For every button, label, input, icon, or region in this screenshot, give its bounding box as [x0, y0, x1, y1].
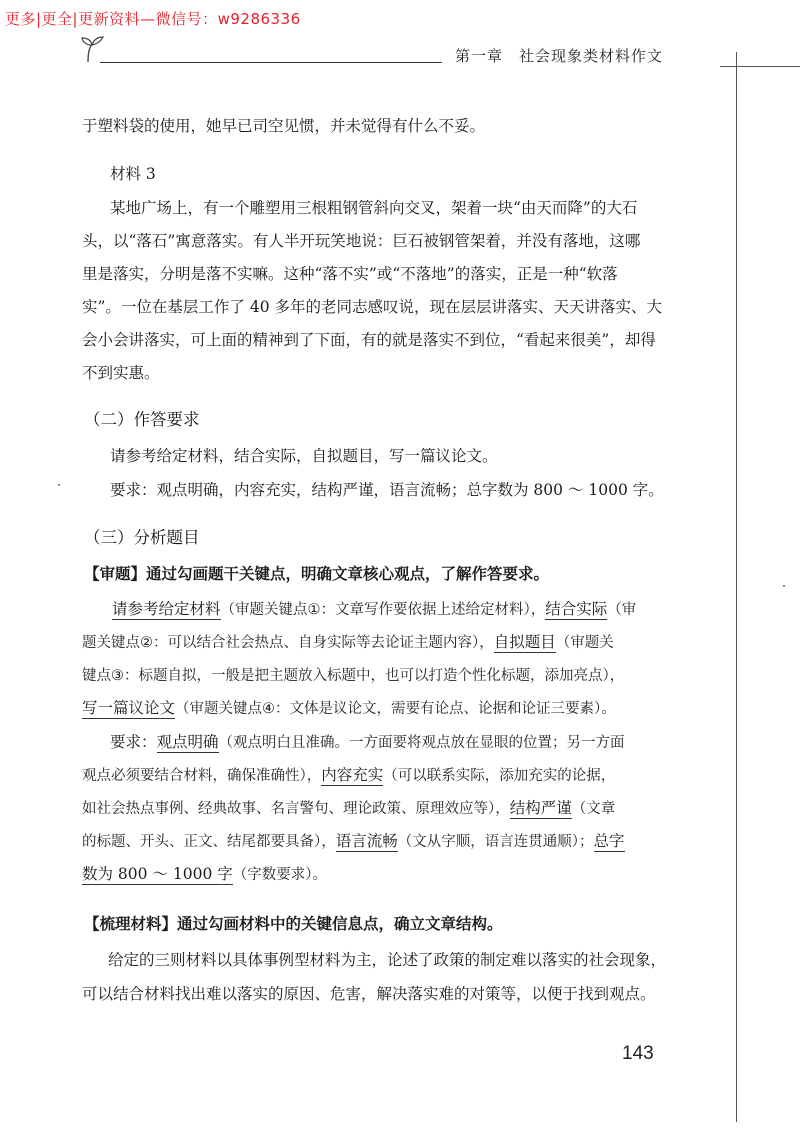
margin-rule [736, 52, 737, 1122]
handwritten-note: （文从字顺，语言连贯通顺）； [397, 834, 594, 850]
header-rule [100, 62, 442, 63]
material3-line: 里是落实，分明是落不实嘛。这种“落不实”或“不落地”的落实，正是一种“软落 [82, 265, 618, 283]
intro-paragraph: 于塑料袋的使用，她早已司空见惯，并未觉得有什么不妥。 [82, 117, 486, 135]
handwritten-note: 的标题、开头、正文、结尾都要具备）， [82, 834, 336, 850]
shenti-text: 通过勾画题干关键点，明确文章核心观点，了解作答要求。 [146, 565, 550, 583]
key-point: 总字 [593, 832, 625, 850]
key-point: 请参考给定材料 [112, 600, 221, 618]
material3-line: 某地广场上，有一个雕塑用三根粗钢管斜向交叉，架着一块“由天而降”的大石 [110, 199, 638, 217]
key-point: 结构严谨 [509, 799, 572, 817]
key-point: 自拟题目 [493, 633, 556, 651]
handwritten-note: （可以联系实际，添加充实的论据， [383, 768, 616, 784]
handwritten-note: 键点③：标题自拟，一般是把主题放入标题中，也可以打造个性化标题，添加亮点）， [82, 668, 625, 684]
watermark-text: 更多|更全|更新资料—微信号：w9286336 [5, 10, 301, 28]
key-point: 写一篇议论文 [82, 699, 176, 717]
annotation-line [82, 659, 624, 693]
chapter-title: 第一章 社会现象类材料作文 [455, 47, 664, 65]
key-point: 内容充实 [321, 766, 384, 784]
key-point: 观点明确 [156, 733, 219, 751]
material3-line: 会小会讲落实，可上面的精神到了下面，有的就是落实不到位，“看起来很美”，却得 [82, 331, 656, 349]
material3-line: 实”。一位在基层工作了 40 多年的老同志感叹说，现在层层讲落实、天天讲落实、大 [82, 298, 663, 316]
handwritten-note: （审题关键点④：文体是议论文，需要有论点、论据和论证三要素）。 [175, 701, 616, 717]
key-point: 数为 800 ～ 1000 字 [82, 865, 233, 883]
annotation-line [82, 825, 625, 859]
shenti-line [84, 558, 549, 591]
material3-line: 不到实惠。 [82, 364, 160, 382]
annotation-line [82, 792, 615, 826]
handwritten-note: 观点必须要结合材料，确保准确性）， [82, 768, 322, 784]
sprout-icon [80, 36, 106, 64]
shuli-text: 通过勾画材料中的关键信息点，确立文章结构。 [177, 915, 503, 933]
section3-heading: （三）分析题目 [84, 528, 200, 547]
scan-speck [783, 585, 785, 587]
annotation-line [82, 626, 614, 660]
handwritten-note: 题关键点②：可以结合社会热点、自身实际等去论证主题内容）， [82, 635, 494, 651]
shuli-tag: 【梳理材料】 [84, 915, 178, 933]
key-point: 语言流畅 [335, 832, 398, 850]
section2-requirements: 要求：观点明确，内容充实，结构严谨，语言流畅；总字数为 800 ～ 1000 字。 [110, 481, 664, 499]
handwritten-note: （审 [607, 602, 637, 618]
handwritten-note: 如社会热点事例、经典故事、名言警句、理论政策、原理效应等）， [82, 801, 510, 817]
handwritten-note: （字数要求）。 [232, 867, 327, 883]
key-point: 结合实际 [545, 600, 608, 618]
shuli-line [84, 908, 503, 941]
material3-line: 头，以“落石”寓意落实。有人半开玩笑地说：巨石被钢管架着，并没有落地，这哪 [82, 232, 641, 250]
shuli-paragraph-line: 可以结合材料找出难以落实的原因、危害，解决落实难的对策等，以便于找到观点。 [82, 985, 656, 1003]
shenti-tag: 【审题】 [84, 565, 147, 583]
section2-heading: （二）作答要求 [84, 410, 200, 429]
material3-title: 材料 3 [110, 165, 156, 183]
annotation-line [82, 858, 327, 892]
handwritten-note: （审题关键点①：文章写作要依据上述给定材料）， [220, 602, 546, 618]
margin-tick [720, 66, 800, 67]
handwritten-note: （观点明白且准确。一方面要将观点放在显眼的位置；另一方面 [218, 735, 625, 751]
handwritten-note: （文章 [571, 801, 616, 817]
requirement-prefix: 要求： [110, 733, 157, 751]
annotation-line [82, 692, 616, 726]
handwritten-note: （审题关 [555, 635, 614, 651]
annotation-line [110, 726, 625, 760]
annotation-line [82, 759, 615, 793]
page-number: 143 [622, 1043, 654, 1064]
annotation-line [112, 593, 636, 627]
scan-speck [58, 484, 60, 486]
shuli-paragraph-line: 给定的三则材料以具体事例型材料为主，论述了政策的制定难以落实的社会现象， [108, 951, 667, 969]
section2-instruction: 请参考给定材料，结合实际，自拟题目，写一篇议论文。 [110, 447, 498, 465]
